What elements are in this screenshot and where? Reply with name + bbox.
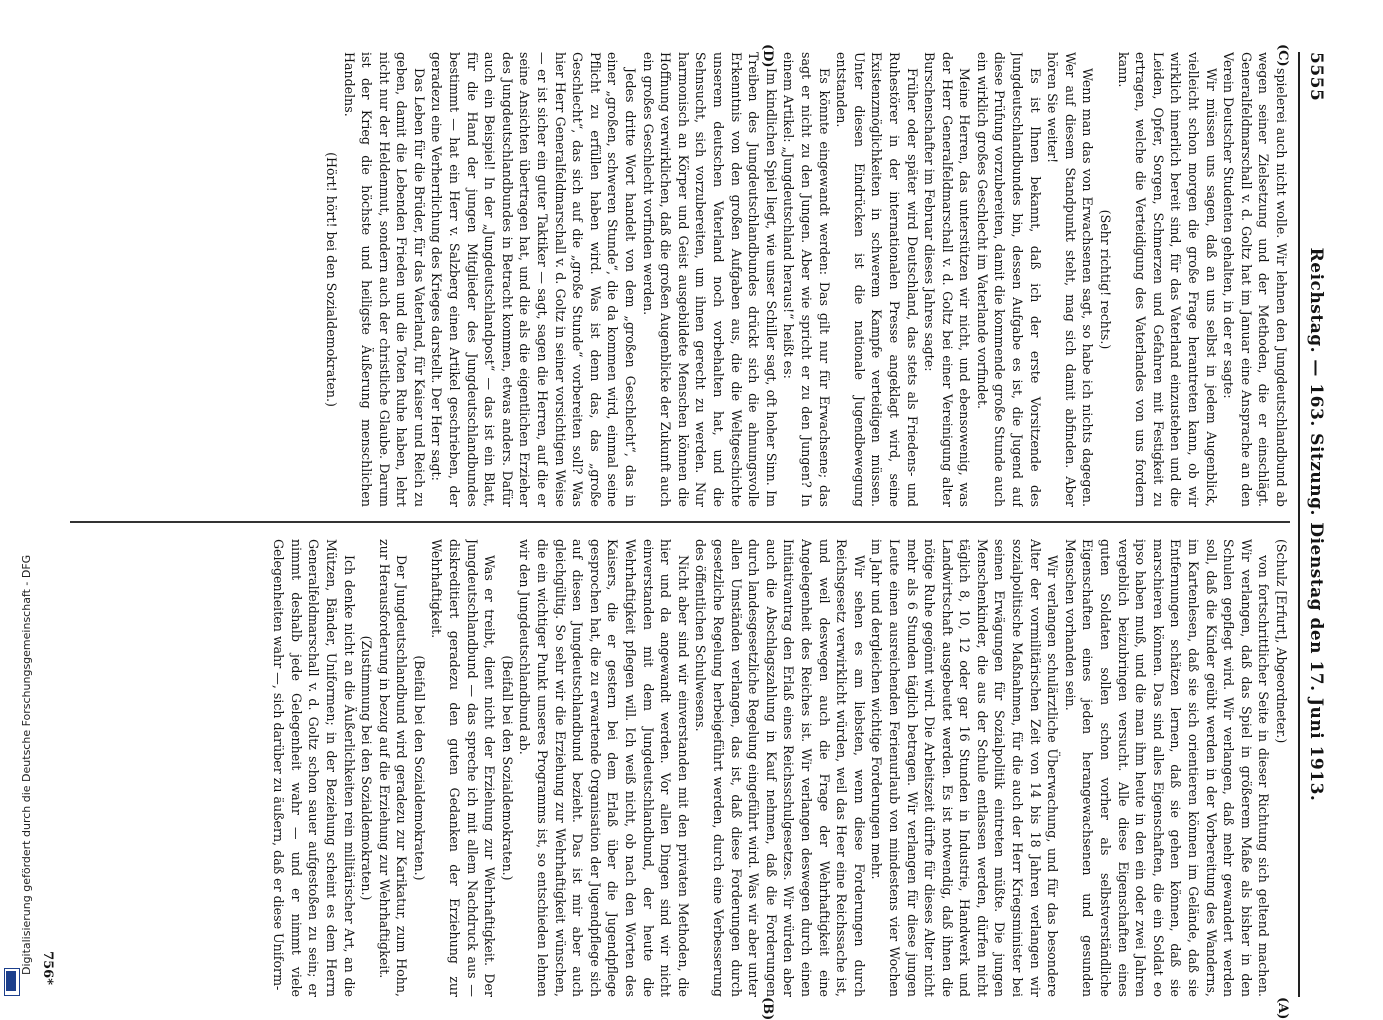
paragraph: Was er treibt, dient nicht der Erziehung zur Wehrhaftigkeit. Der Jungdeutschlandbund — das spreche ich mit allem Nachdruck aus — diskreditiert geradezu den guten Gedanken der Erziehung zur Wehrhaftigkeit. bbox=[429, 539, 498, 997]
rotated-page bbox=[40, 44, 1330, 1020]
paragraph: Nicht aber sind wir einverstanden mit den privaten Methoden, die hier und da angewandt werden. Vor allen Dingen sind wir nicht einverstanden mit dem Jungdeutschlandbund, der heute die Wehrhaftigkeit pflegen will. Ich weiß nicht, ob nach den Worten des Kaisers, die er gestern bei dem Erlaß über die Jugendpflege gesprochen hat, die zu erwartende Organisation der Jugendpflege sich auf diesen Jungdeutschlandbund bezieht. Das ist mir aber auch gleichgültig. So sehr wir die Erziehung zur Wehrhaftigkeit wünschen, die ein wichtiger Punkt unseres Programms ist, so entschieden lehnen wir den Jungdeutschlandbund ab. bbox=[517, 539, 691, 997]
margin-mark-a: (A) bbox=[1275, 997, 1290, 1020]
interjection: (Beifall bei den Sozialdemokraten.) bbox=[411, 655, 427, 881]
column-divider bbox=[70, 521, 1290, 523]
paragraph: (Schulz [Erfurt], Abgeordneter.) bbox=[1274, 539, 1289, 744]
footer-page-mark: 756* bbox=[40, 951, 55, 985]
paragraph: Meine Herren, das unterstützen wir nicht, und ebensowenig, was der Herr Generalfeldmarschall v. d. Goltz bei einer Vereinigung alter Burschenschafter im Februar dieses Jahres sagte: bbox=[922, 52, 973, 507]
interjection: (Sehr richtig! rechts.) bbox=[1098, 209, 1114, 350]
paragraph: Das Leben für die Brüder, für das Vaterland, für Kaiser und Reich zu geben, damit die Lebenden Frieden und die Toten Ruhe haben, lehrt nicht nur der Heldenmut, sondern auch der christliche Glaube. Darum ist der Krieg die höchste und heiligste Äußerung menschlichen Handelns. bbox=[341, 52, 427, 507]
digitization-credit-text: Digitalisierung gefördert durch die Deutsche Forschungsgemeinschaft - DFG bbox=[20, 554, 33, 975]
interjection: (Hört! hört! bei den Sozialdemokraten.) bbox=[323, 152, 339, 407]
left-column bbox=[60, 52, 1290, 507]
paragraph: Früher oder später wird Deutschland, das stets als Friedens- und Ruhestörer in der internationalen Presse angeklagt wird, seine Existenzmöglichkeiten in schwerem Kampfe verteidigen müssen. Unter diesen Eindrücken ist die nationale Jugendbewegung entstanden. bbox=[834, 52, 920, 507]
digitization-credit bbox=[2, 0, 33, 1000]
paragraph: Ich denke nicht an die Äußerlichkeiten rein militärischer Art, an die Mützen, Bänder, Uniformen; in der Beziehung scheint es dem Herrn Generalfeldmarschall v. d. Goltz schon sauer aufgestoßen zu sein; er nimmt deshalb jede Gelegenheit wahr — und er nimmt viele Gelegenheiten wahr —, sich darüber zu äußern, daß er diese Uniform- bbox=[271, 539, 357, 997]
page-title: Reichstag. — 163. Sitzung. Dienstag den 17. Juni 1913. bbox=[1306, 247, 1326, 802]
paragraph: von fortschrittlicher Seite in dieser Richtung sich geltend machen. Wir verlangen, daß das Spiel in größerem Maße als bisher in den Schulen gepflegt wird. Wir verlangen, daß mehr gewandert werden soll, daß die Kinder geübt werden in der Vorbereitung des Wanderns, im Kartenlesen, daß sie sich orientieren können im Gelände, daß sie Entfernungen schätzen lernen, daß sie gehen können, daß sie marschieren können. Das sind alles Eigenschaften, die ein Soldat eo ipso haben muß, und die man ihm heute in den ein oder zwei Jahren vergeblich beizubringen versucht. Alle diese Eigenschaften eines guten Soldaten sollen schon vorher als selbstverständliche Eigenschaften eines jeden herangewachsenen und gesunden Menschen vorhanden sein. bbox=[1062, 539, 1272, 997]
dfg-logo-icon bbox=[4, 968, 20, 996]
paragraph: Es ist Ihnen bekannt, daß ich der erste Vorsitzende des Jungdeutschlandbundes bin, dessen Aufgabe es ist, die Jugend auf diese Prüfung vorzubereiten, damit die kommende große Stunde auch ein wirklich großes Geschlecht im Vaterlande vorfindet. bbox=[974, 52, 1043, 507]
paragraph: Jedes dritte Wort handelt von dem „großen Geschlecht“, das in einer „großen, schweren Stunde“, die da kommen wird, einmal seine Pflicht zu erfüllen haben wird. Was ist denn das, das „große Geschlecht“, das sich auf die „große Stunde“ vorbereiten soll? Was hier Herr Generalfeldmarschall v. d. Goltz in seiner vorsichtigen Weise — er ist sicher ein guter Taktiker — sagt, sagen die Herren, auf die er seine Ansichten übertragen hat, und die als die eigentlichen Erzieher des Jungdeutschlandbundes in Betracht kommen, etwas anders. Dafür auch ein Beispiel! In der „Jungdeutschlandpost“ — das ist ein Blatt, für die Hand der jungen Mitglieder des Jungdeutschlandbundes bestimmt — hat ein Herr v. Salzberg einen Artikel geschrieben, der geradezu eine Verherrlichung des Krieges darstellt. Der Herr sagt: bbox=[429, 52, 639, 507]
paragraph: Wir verlangen schulärztliche Überwachung, und für das besondere Alter der vormilitärischen Zeit von 14 bis 18 Jahren verlangen wir sozialpolitische Maßnahmen, für die auch der Herr Kriegsminister bei seinen Erwägungen für Sozialpolitik eintreten müßte. Die jungen Menschenkinder, die aus der Schule entlassen werden, dürfen nicht täglich 8, 10, 12 oder gar 16 Stunden in Industrie, Handwerk und Landwirtschaft ausgebeutet werden. Es ist notwendig, daß ihnen die nötige Ruhe gegönnt wird. Die Arbeitszeit dürfte für dieses Alter nicht mehr als 6 Stunden täglich betragen. Wir verlangen für diese jungen Leute einen ausreichenden Ferienurlaub von mindestens vier Wochen im Jahr und dergleichen wichtige Forderungen mehr. bbox=[869, 539, 1061, 997]
right-column bbox=[60, 539, 1290, 997]
paragraph: Wir müssen uns sagen, daß an uns selbst in jedem Augenblick, vielleicht schon morgen die große Frage herantreten kann, ob wir wirklich innerlich bereit sind, für das Vaterland einzustehen und die Leiden, Opfer, Sorgen, Schmerzen und Gefahren mit Festigkeit zu ertragen, welche die Verteidigung des Vaterlandes von uns fordern kann. bbox=[1115, 52, 1219, 507]
margin-mark-c: (C) bbox=[1275, 44, 1290, 67]
paragraph: Der Jungdeutschlandbund wird geradezu zur Karikatur, zum Hohn, zur Herausforderung in bezug auf die Erziehung zur Wehrhaftigkeit. bbox=[376, 539, 410, 997]
paragraph: Wir sehen es am liebsten, wenn diese Forderungen durch Reichsgesetz verwirklicht würden, weil das Heer eine Reichssache ist, und weil deswegen auch die Frage der Wehrhaftigkeit eine Angelegenheit des Reiches ist. Wir verlangen deswegen durch einen Initiativantrag den Erlaß eines Reichsschulgesetzes. Wir würden aber auch die Abschlagszahlung in Kauf nehmen, daß die Forderungen durch landesgesetzliche Regelung eingeführt wird. Was wir aber unter allen Umständen verlangen, das ist, daß diese Forderungen durch gesetzliche Regelung herbeigeführt werden, durch eine Verbesserung des öffentlichen Schulwesens. bbox=[693, 539, 867, 997]
interjection: (Zustimmung bei den Sozialdemokraten.) bbox=[359, 635, 375, 901]
margin-mark-d: (D) bbox=[760, 44, 775, 68]
paragraph: spielerei auch nicht wolle. Wir lehnen den Jungdeutschlandbund ab wegen seiner Zielsetzung und der Methoden, die er einschlägt. Generalfeldmarschall v. d. Goltz hat im Januar eine Ansprache an den Verein Deutscher Studenten gehalten, in der er sagte: bbox=[1221, 52, 1289, 507]
margin-mark-b: (B) bbox=[760, 997, 775, 1020]
page-number: 5555 bbox=[1306, 52, 1326, 102]
interjection: (Beifall bei den Sozialdemokraten.) bbox=[499, 655, 515, 881]
paragraph: Im kindlichen Spiel liegt, wie unser Schiller sagt, oft hoher Sinn. Im Treiben des Jungdeutschlandbundes drückt sich die ahnungsvolle Erkenntnis von den großen Aufgaben aus, die die Weltgeschichte unserem deutschen Vaterland noch vorbehalten hat, und die Sehnsucht, sich vorzubereiten, um ihnen gerecht zu werden. Nur harmonisch an Körper und Geist ausgebildete Menschen können die Hoffnung verwirklichen, daß die großen Augenblicke der Zukunft auch ein großes Geschlecht vorfinden werden. bbox=[640, 52, 779, 507]
paragraph: Es könnte eingewandt werden: Das gilt nur für Erwachsene; das sagt er nicht zu den Jungen. Aber wie spricht er zu den Jungen? In einem Artikel: „Jungdeutschland heraus!“ heißt es: bbox=[781, 52, 832, 507]
page-header bbox=[1298, 52, 1330, 997]
paragraph: Wenn man das von Erwachsenen sagt, so habe ich nichts dagegen. Wer auf diesem Standpunkt steht, mag sich damit abfinden. Aber hören Sie weiter! bbox=[1045, 52, 1096, 507]
